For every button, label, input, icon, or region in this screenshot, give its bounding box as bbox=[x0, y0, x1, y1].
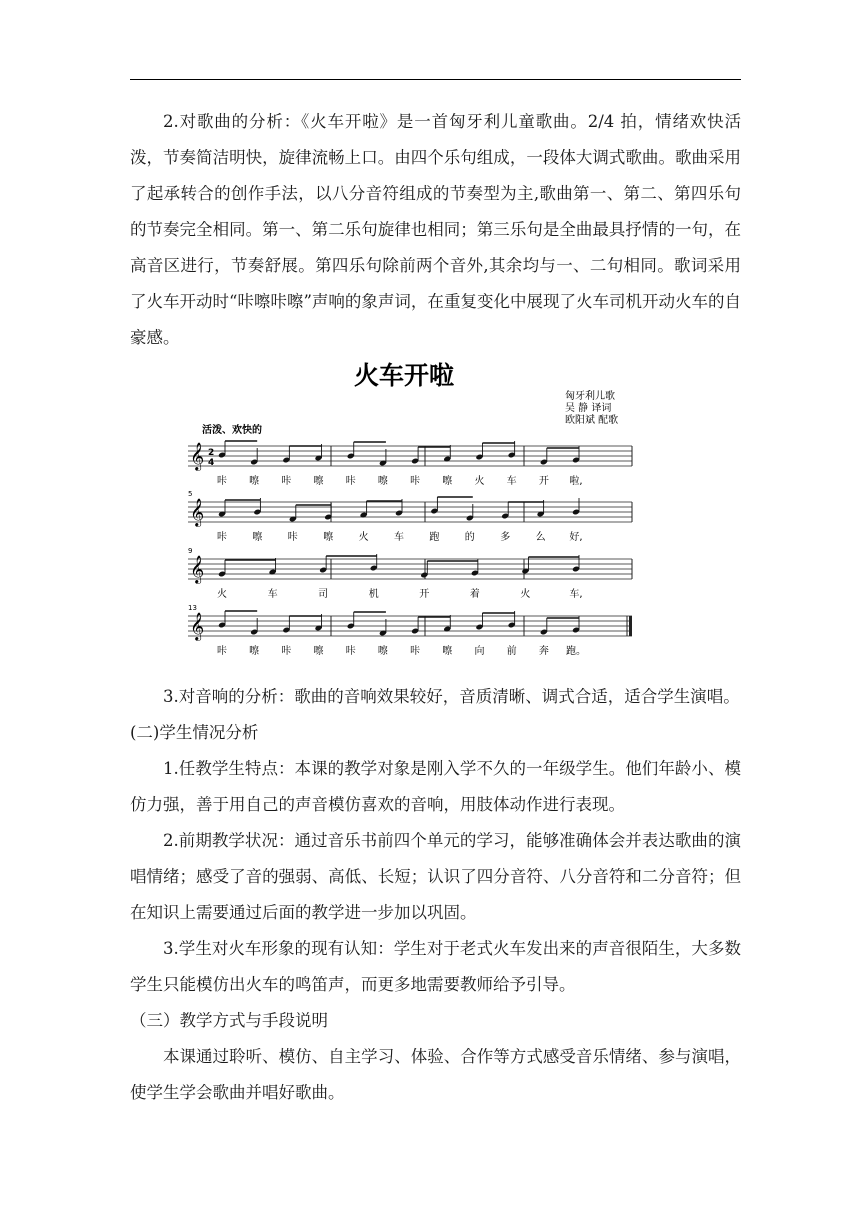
treble-clef-icon: 𝄞 bbox=[190, 498, 205, 526]
sheet-music-score bbox=[178, 352, 650, 662]
lyric-syllable: 火 bbox=[358, 532, 369, 543]
lyric-syllable: 咔 bbox=[410, 646, 421, 657]
lyric-syllable: 嚓 bbox=[442, 476, 453, 487]
lyric-syllable: 火 bbox=[217, 589, 227, 600]
lyric-syllable: 嚓 bbox=[442, 646, 453, 657]
treble-clef-icon: 𝄞 bbox=[190, 442, 205, 470]
lyric-syllable: 跑 bbox=[429, 532, 440, 543]
lyric-syllable: 咔 bbox=[217, 646, 227, 657]
lyric-syllable: 车 bbox=[267, 589, 278, 600]
score-title: 火车开啦 bbox=[353, 361, 455, 390]
lyric-syllable: 嚓 bbox=[323, 532, 334, 543]
lyric-syllable: 司 bbox=[318, 589, 329, 600]
time-signature-bottom: 4 bbox=[208, 458, 215, 468]
lyric-syllable: 奔 bbox=[538, 646, 549, 657]
lyric-syllable: 咔 bbox=[287, 532, 298, 543]
lyric-syllable: 车 bbox=[394, 532, 404, 543]
score-credit-arranger: 欧阳斌 配歌 bbox=[565, 415, 619, 426]
lyric-syllable: 火 bbox=[474, 476, 485, 487]
teaching-methods-paragraph: 本课通过聆听、模仿、自主学习、体验、合作等方式感受音乐情绪、参与演唱，使学生学会歌曲并唱好歌曲。 bbox=[130, 1047, 741, 1102]
lyric-syllable: 车 bbox=[506, 476, 517, 487]
lyric-syllable: 咔 bbox=[345, 476, 356, 487]
lyric-syllable: 多 bbox=[500, 532, 511, 543]
treble-clef-icon: 𝄞 bbox=[190, 612, 205, 640]
lyric-syllable: 嚓 bbox=[313, 476, 324, 487]
lyric-syllable: 嚓 bbox=[252, 532, 263, 543]
lyric-syllable: 啦, bbox=[569, 476, 583, 487]
lyric-syllable: 嚓 bbox=[313, 646, 324, 657]
lyric-syllable: 车, bbox=[569, 589, 583, 600]
score-credit-lyrics: 吴 静 译词 bbox=[565, 403, 612, 414]
measure-number: 9 bbox=[188, 547, 193, 555]
lyric-syllable: 的 bbox=[464, 532, 475, 543]
lyric-syllable: 咔 bbox=[281, 476, 292, 487]
score-tempo: 活泼、欢快的 bbox=[202, 425, 262, 436]
lyric-syllable: 好, bbox=[569, 532, 583, 543]
lyric-syllable: 火 bbox=[520, 589, 531, 600]
lyric-syllable: 咔 bbox=[410, 476, 421, 487]
lyric-syllable: 嚓 bbox=[249, 476, 260, 487]
student-cognition-paragraph: 3.学生对火车形象的现有认知：学生对于老式火车发出来的声音很陌生，大多数学生只能模仿出火车的鸣笛声，而更多地需要教师给予引导。 bbox=[130, 939, 741, 994]
lyric-syllable: 咔 bbox=[345, 646, 356, 657]
measure-number: 5 bbox=[188, 490, 193, 498]
lyric-syllable: 么 bbox=[535, 532, 546, 543]
lyric-syllable: 机 bbox=[368, 589, 379, 600]
audio-analysis-paragraph: 3.对音响的分析：歌曲的音响效果较好，音质清晰、调式合适，适合学生演唱。 bbox=[163, 687, 740, 706]
section-heading-student-analysis: (二)学生情况分析 bbox=[130, 723, 259, 742]
lyric-syllable: 嚓 bbox=[377, 476, 388, 487]
analysis-section bbox=[130, 104, 741, 356]
measure-number: 13 bbox=[188, 604, 197, 612]
lyric-syllable: 向 bbox=[474, 646, 485, 657]
prior-teaching-paragraph: 2.前期教学状况：通过音乐书前四个单元的学习，能够准确体会并表达歌曲的演唱情绪；感受了音的强弱、高低、长短；认识了四分音符、八分音符和二分音符；但在知识上需要通过后面的教学进一步加以巩固。 bbox=[130, 831, 741, 922]
lyric-syllable: 前 bbox=[506, 646, 517, 657]
score-credit-origin: 匈牙利儿歌 bbox=[565, 391, 615, 402]
sheet-music-figure bbox=[178, 352, 650, 662]
student-traits-paragraph: 1.任教学生特点：本课的教学对象是刚入学不久的一年级学生。他们年龄小、模仿力强，善于用自己的声音模仿喜欢的音响，用肢体动作进行表现。 bbox=[130, 759, 741, 814]
time-signature-top: 2 bbox=[208, 448, 215, 458]
lyric-syllable: 咔 bbox=[217, 532, 227, 543]
treble-clef-icon: 𝄞 bbox=[190, 555, 205, 583]
lyric-syllable: 开 bbox=[538, 476, 549, 487]
lyric-syllable: 咔 bbox=[217, 476, 227, 487]
lyric-syllable: 嚓 bbox=[249, 646, 260, 657]
analysis-section-continued bbox=[130, 679, 741, 1111]
final-barline-thick bbox=[629, 616, 632, 636]
section-heading-teaching-methods: （三）教学方式与手段说明 bbox=[130, 1011, 328, 1030]
lyric-syllable: 着 bbox=[469, 589, 480, 600]
lyric-syllable: 咔 bbox=[281, 646, 292, 657]
lyric-syllable: 跑。 bbox=[566, 646, 586, 657]
header-rule bbox=[130, 79, 741, 80]
lyric-syllable: 嚓 bbox=[377, 646, 388, 657]
lyric-syllable: 开 bbox=[419, 589, 430, 600]
song-analysis-paragraph: 2.对歌曲的分析：《火车开啦》是一首匈牙利儿童歌曲。2/4 拍，情绪欢快活泼，节奏简洁明快，旋律流畅上口。由四个乐句组成，一段体大调式歌曲。歌曲采用了起承转合的创作手法，以八分音符组成的节奏型为主,歌曲第一、第二、第四乐句的节奏完全相同。第一、第二乐句旋律也相同；第三乐句是全曲最具抒情的一句，在高音区进行，节奏舒展。第四乐句除前两个音外,其余均与一、二句相同。歌词采用了火车开动时“咔嚓咔嚓”声响的象声词，在重复变化中展现了火车司机开动火车的自豪感。 bbox=[130, 112, 741, 347]
